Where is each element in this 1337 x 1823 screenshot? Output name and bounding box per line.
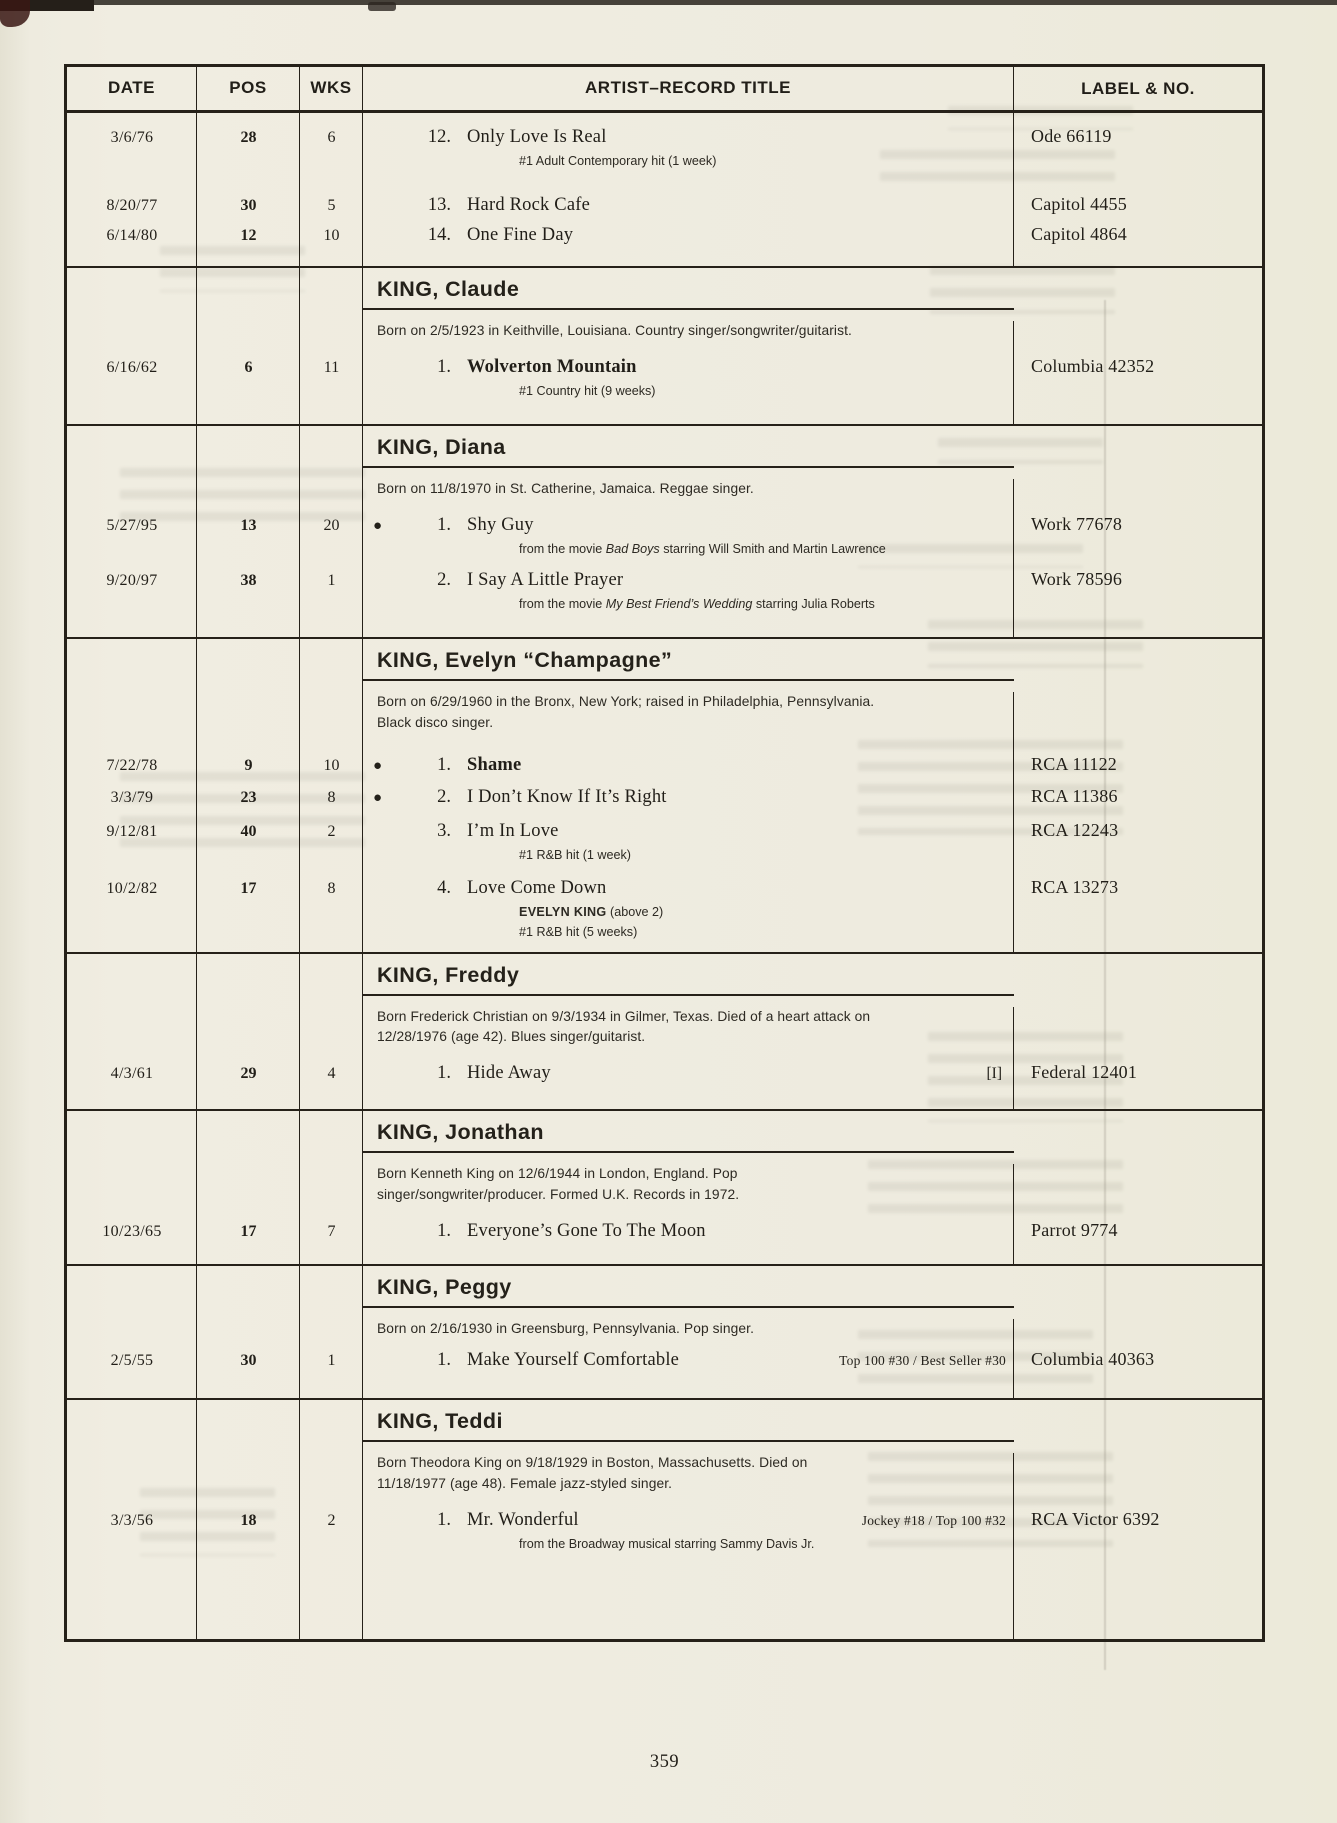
artist-bio: Born on 2/16/1930 in Greensburg, Pennsylvania. Pop singer.: [377, 1320, 755, 1336]
artist-bio: Born on 11/8/1970 in St. Catherine, Jamaica. Reggae singer.: [377, 480, 754, 496]
artist-bio: Born on 6/29/1960 in the Bronx, New York; raised in Philadelphia, Pennsylvania. Black disco singer.: [377, 694, 875, 731]
song-title: Shame: [467, 754, 522, 775]
instrumental-flag: [I]: [986, 1065, 1002, 1083]
credit-artist-name: EVELYN KING: [519, 904, 607, 919]
artist-section-king-teddi: [67, 1398, 1262, 1638]
song-label: Columbia 42352: [1031, 355, 1155, 376]
section-body: [67, 1319, 1262, 1399]
song-date: 10/2/82: [106, 879, 158, 897]
song-date: 9/20/97: [106, 572, 158, 590]
song-weeks: 5: [327, 197, 336, 214]
song-note: from the Broadway musical starring Sammy Davis Jr.: [519, 1536, 815, 1551]
song-number: 1.: [437, 356, 451, 377]
song-title: Mr. Wonderful: [467, 1509, 579, 1530]
song-peak-position: 38: [240, 572, 257, 590]
song-number: 1.: [437, 1509, 451, 1530]
artist-section-king-evelyn-champagne: [67, 637, 1262, 951]
page-number: 359: [649, 1752, 680, 1772]
artist-name-heading: KING, Jonathan: [363, 1111, 1014, 1153]
song-credit-note: [519, 905, 1262, 919]
artist-name-heading: KING, Teddi: [363, 1400, 1014, 1442]
artist-bio: Born Kenneth King on 12/6/1944 in London, England. Pop singer/songwriter/producer. Formed U.K. Records in 1972.: [377, 1166, 740, 1202]
song-label: Ode 66119: [1031, 126, 1112, 146]
song-main: [363, 225, 1014, 246]
song-title: Wolverton Mountain: [467, 356, 637, 377]
artist-section-king-freddy: [67, 952, 1262, 1109]
song-label: Columbia 40363: [1031, 1349, 1155, 1370]
song-main: [363, 878, 1014, 899]
song-number: 13.: [427, 195, 451, 215]
song-row: [67, 820, 1262, 842]
header-artist-record-title: ARTIST–RECORD TITLE: [363, 66, 1014, 112]
movie-title: Bad Boys: [605, 542, 660, 557]
song-main: [363, 515, 1014, 536]
song-weeks: 1: [327, 1352, 336, 1370]
song-weeks: 4: [327, 1065, 336, 1083]
song-weeks: 7: [327, 1222, 336, 1240]
song-main: [363, 357, 1014, 378]
song-number: 1.: [437, 1063, 451, 1084]
song-row: [67, 1509, 1262, 1531]
song-main: [363, 1510, 1014, 1531]
credit-detail: (above 2): [610, 904, 664, 919]
song-note: #1 Adult Contemporary hit (1 week): [519, 154, 717, 168]
song-number: 1.: [437, 1350, 451, 1371]
song-main: [363, 1350, 1014, 1371]
song-date: 3/3/56: [110, 1511, 154, 1529]
song-weeks: 2: [327, 822, 336, 840]
song-label: RCA 11122: [1031, 753, 1117, 774]
song-row: [67, 877, 1262, 899]
song-main: [363, 1221, 1014, 1242]
scan-blemish-dash: [368, 2, 396, 11]
header-pos: POS: [197, 66, 300, 112]
artist-name-heading: KING, Diana: [363, 426, 1014, 468]
song-label: Capitol 4864: [1031, 224, 1127, 244]
artist-name-heading: KING, Claude: [363, 268, 1014, 310]
song-row: [67, 569, 1262, 591]
song-label: Parrot 9774: [1031, 1219, 1118, 1240]
song-peak-position: 30: [240, 197, 257, 214]
song-number: 4.: [437, 877, 451, 898]
song-row: [67, 786, 1262, 808]
song-row: [67, 754, 1262, 776]
gold-record-bullet: ●: [373, 757, 383, 774]
note-text: from the movie: [519, 597, 606, 612]
artist-bio: Born on 2/5/1923 in Keithville, Louisiana. Country singer/songwriter/guitarist.: [377, 323, 852, 338]
section-body: [67, 113, 1262, 266]
song-row: [67, 224, 1262, 246]
song-number: 2.: [437, 570, 451, 591]
gold-record-bullet: ●: [373, 518, 383, 535]
note-text: from the movie: [519, 542, 606, 557]
song-number: 1.: [437, 754, 451, 775]
artist-bio: Born Theodora King on 9/18/1929 in Boston, Massachusetts. Died on 11/18/1977 (age 48). Female jazz-styled singer.: [377, 1455, 808, 1491]
song-weeks: 2: [327, 1511, 336, 1529]
song-date: 3/3/79: [110, 788, 154, 806]
song-note: [519, 597, 1262, 611]
song-date: 3/6/76: [110, 129, 154, 146]
song-date: 8/20/77: [106, 197, 158, 214]
song-peak-position: 6: [244, 358, 253, 376]
song-row: [67, 514, 1262, 536]
song-title: Make Yourself Comfortable: [467, 1350, 680, 1371]
song-row: [67, 1220, 1262, 1242]
header-date: DATE: [67, 66, 197, 112]
gold-record-bullet: ●: [373, 789, 383, 806]
artist-name-heading: KING, Evelyn “Champagne”: [363, 639, 1014, 681]
song-main: [363, 755, 1014, 776]
song-note: #1 R&B hit (5 weeks): [519, 924, 638, 939]
song-number: 2.: [437, 786, 451, 807]
chart-breakdown-note: Top 100 #30 / Best Seller #30: [839, 1353, 1006, 1369]
song-label: Federal 12401: [1031, 1062, 1138, 1083]
section-body: [67, 321, 1262, 424]
song-title: Hard Rock Cafe: [467, 195, 591, 215]
song-number: 1.: [437, 515, 451, 536]
song-peak-position: 29: [240, 1065, 257, 1083]
section-body: [67, 1453, 1262, 1638]
song-label: Work 77678: [1031, 514, 1123, 535]
song-title: Hide Away: [467, 1063, 551, 1084]
chart-breakdown-note: Jockey #18 / Top 100 #32: [861, 1512, 1006, 1528]
song-main: [363, 787, 1014, 808]
song-peak-position: 9: [244, 756, 253, 774]
song-date: 7/22/78: [106, 756, 158, 774]
song-row: [67, 1349, 1262, 1371]
song-note: #1 R&B hit (1 week): [519, 847, 631, 862]
song-date: 5/27/95: [106, 517, 158, 535]
section-body: [67, 1164, 1262, 1263]
song-row: [67, 126, 1262, 148]
artist-section-king-peggy: [67, 1264, 1262, 1399]
song-main: [363, 127, 1014, 148]
song-note: #1 Country hit (9 weeks): [519, 383, 656, 398]
song-title: I Don’t Know If It’s Right: [467, 786, 667, 807]
artist-section-king-diana: [67, 424, 1262, 638]
song-peak-position: 28: [240, 129, 257, 146]
song-date: 6/14/80: [106, 227, 158, 244]
song-date: 6/16/62: [106, 358, 158, 376]
artist-bio: Born Frederick Christian on 9/3/1934 in Gilmer, Texas. Died of a heart attack on 12/28/1976 (age 42). Blues singer/guitarist.: [377, 1008, 871, 1045]
song-weeks: 10: [323, 227, 340, 244]
song-peak-position: 17: [240, 1222, 257, 1240]
song-label: Capitol 4455: [1031, 194, 1127, 214]
song-number: 3.: [437, 820, 451, 841]
song-title: Only Love Is Real: [467, 127, 607, 147]
song-label: RCA 12243: [1031, 819, 1119, 840]
song-title: Everyone’s Gone To The Moon: [467, 1220, 706, 1241]
movie-title: My Best Friend’s Wedding: [605, 597, 753, 612]
song-main: [363, 195, 1014, 216]
song-peak-position: 23: [240, 788, 257, 806]
song-label: Work 78596: [1031, 569, 1123, 590]
chart-table: [64, 64, 1265, 1642]
song-date: 9/12/81: [106, 822, 158, 840]
song-note: [519, 542, 1262, 556]
song-title: I Say A Little Prayer: [467, 570, 624, 591]
scan-blemish-corner: [0, 0, 30, 27]
song-weeks: 8: [327, 788, 336, 806]
song-title: Love Come Down: [467, 877, 607, 898]
section-body: [67, 692, 1262, 951]
section-body: [67, 479, 1262, 638]
song-weeks: 1: [327, 572, 336, 590]
artist-name-heading: KING, Peggy: [363, 1266, 1014, 1308]
song-label: RCA 13273: [1031, 876, 1119, 897]
scan-edge-line: [0, 0, 1337, 5]
song-number: 14.: [427, 225, 451, 245]
header-wks: WKS: [300, 66, 363, 112]
section-body: [67, 1007, 1262, 1109]
song-title: One Fine Day: [467, 225, 574, 245]
note-text: starring Will Smith and Martin Lawrence: [659, 542, 886, 557]
song-title: Shy Guy: [467, 515, 534, 536]
song-title: I’m In Love: [467, 820, 559, 841]
table-header-row: [67, 67, 1262, 113]
song-weeks: 8: [327, 879, 336, 897]
song-weeks: 6: [327, 129, 336, 146]
song-peak-position: 13: [240, 517, 257, 535]
header-label-no: LABEL & NO.: [1081, 78, 1195, 98]
artist-name-heading: KING, Freddy: [363, 954, 1014, 996]
song-weeks: 11: [323, 358, 340, 376]
note-text: starring Julia Roberts: [752, 597, 875, 612]
song-date: 2/5/55: [110, 1352, 154, 1370]
song-peak-position: 17: [240, 879, 257, 897]
song-label: RCA Victor 6392: [1031, 1508, 1160, 1529]
artist-section-king-jonathan: [67, 1109, 1262, 1263]
artist-section-king-claude: [67, 266, 1262, 424]
song-peak-position: 18: [240, 1511, 257, 1529]
song-number: 12.: [427, 127, 451, 147]
song-peak-position: 12: [240, 227, 257, 244]
song-main: [363, 821, 1014, 842]
song-number: 1.: [437, 1220, 451, 1241]
song-row: [67, 194, 1262, 216]
song-main: [363, 1063, 1014, 1084]
song-peak-position: 30: [240, 1352, 257, 1370]
song-date: 10/23/65: [102, 1222, 162, 1240]
song-main: [363, 570, 1014, 591]
song-weeks: 10: [323, 756, 340, 774]
song-row: [67, 1062, 1262, 1084]
song-peak-position: 40: [240, 822, 257, 840]
song-date: 4/3/61: [110, 1065, 154, 1083]
song-weeks: 20: [323, 517, 340, 535]
song-row: [67, 356, 1262, 378]
artist-section-continuation: [67, 113, 1262, 266]
song-label: RCA 11386: [1031, 785, 1118, 806]
